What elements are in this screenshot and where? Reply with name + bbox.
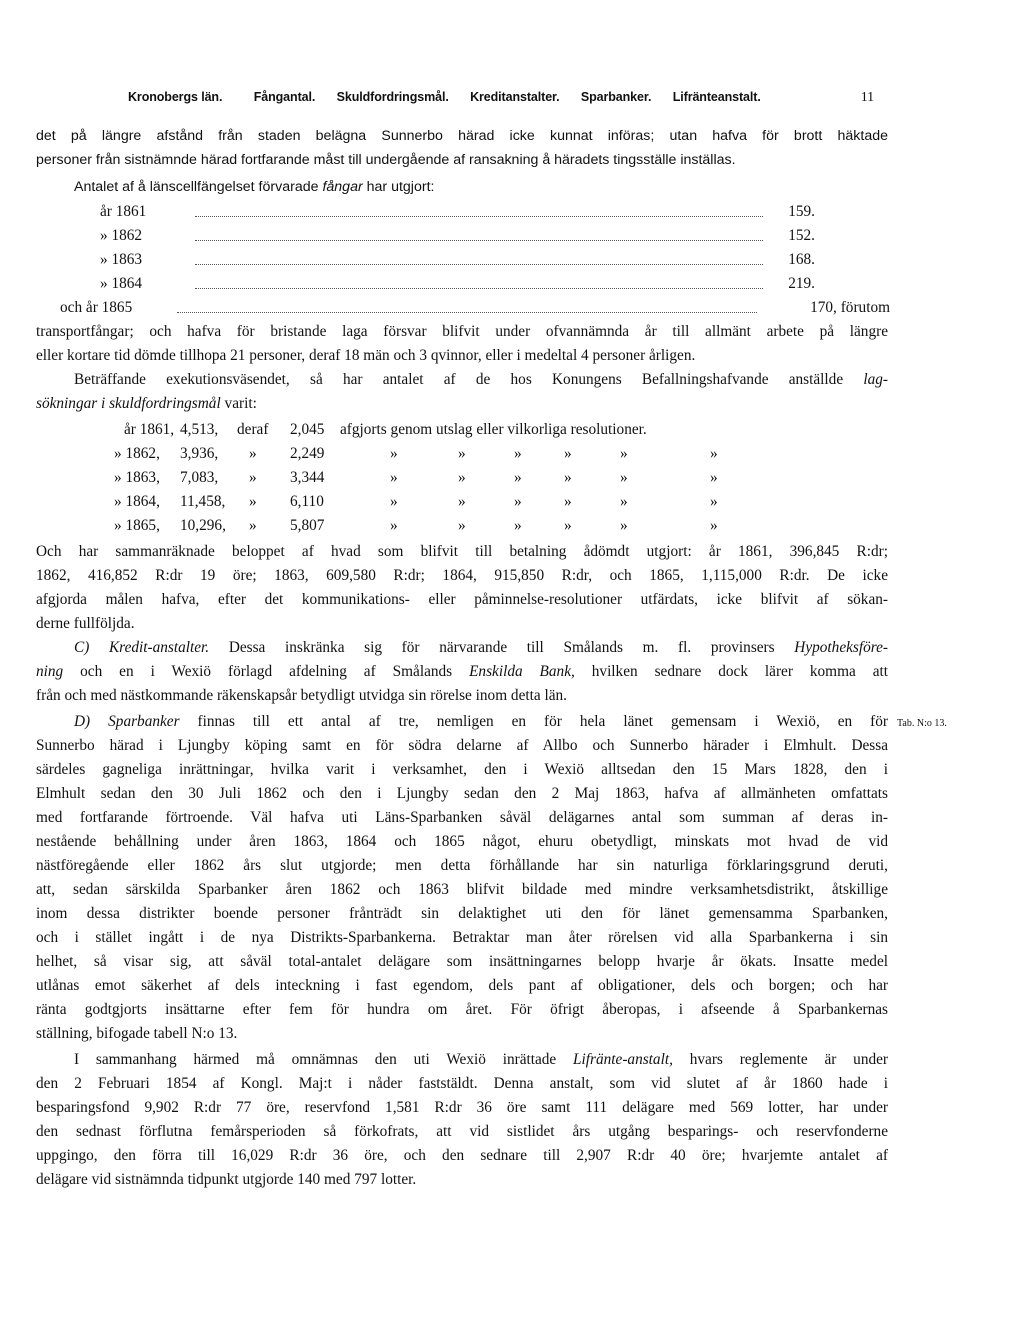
ditto-mark: » xyxy=(620,493,628,510)
annuity-line-1 xyxy=(74,1050,888,1070)
ditto-mark: » xyxy=(710,445,718,462)
year-value: 168. xyxy=(788,251,815,268)
margin-note-table-ref: Tab. N:o 13. xyxy=(897,718,947,729)
prisoners-continuation-1: transportfångar; och hafva för bristande laga försvar blifvit under ofvannämnda år till allmänt arbete på längre xyxy=(36,323,888,340)
annuity-line: delägare vid sistnämnda tidpunkt utgjorde 140 med 797 lotter. xyxy=(36,1171,417,1188)
debt-deraf: » xyxy=(249,445,257,462)
savings-line: med fortfarande förtroende. Väl hafva uti Läns-Sparbanken såväl delägarnes antal som summan af deras in- xyxy=(36,809,888,826)
ditto-mark: » xyxy=(390,517,398,534)
debt-year: år 1861, xyxy=(124,421,175,438)
year-label: år 1861 xyxy=(100,203,147,220)
debt-row xyxy=(114,516,824,536)
credit-italic: Hypotheksföre- xyxy=(794,639,889,656)
dotted-leader xyxy=(195,216,763,217)
execution-summary-4: derne fullföljda. xyxy=(36,615,135,632)
year-value: 170, förutom xyxy=(810,299,890,316)
ditto-mark: » xyxy=(390,493,398,510)
execution-text: Beträffande exekutionsväsendet, så har antalet af de hos Konungens Befallningshafvande anställde xyxy=(74,371,844,388)
savings-line: helhet, så visar sig, att såväl total-antalet delägare som insättningarnes belopp hvarje år ökats. Insatte medel xyxy=(36,953,888,970)
ditto-mark: » xyxy=(710,469,718,486)
ditto-mark: » xyxy=(458,445,466,462)
para1-line-2: personer från sistnämnde härad fortfarande måst till undergående af ransakning å häradets tingsställe inställas. xyxy=(36,152,736,168)
savings-line: ställning, bifogade tabell N:o 13. xyxy=(36,1025,238,1042)
running-header xyxy=(128,90,888,104)
prisoner-year-row xyxy=(100,250,815,270)
prisoner-year-row xyxy=(100,226,815,246)
para1-line-1: det på längre afstånd från staden belägna Sunnerbo härad icke kunnat införas; utan hafva för brott häktade xyxy=(36,128,888,144)
prisoner-year-row-last xyxy=(60,298,890,318)
debt-settled: 2,249 xyxy=(290,445,325,462)
savings-line-1 xyxy=(74,712,888,732)
credit-text: Dessa inskränka sig för närvarande till Smålands m. fl. provinsers xyxy=(228,639,775,656)
ditto-mark: » xyxy=(620,445,628,462)
header-item-debt-cases: Skuldfordringsmål. xyxy=(336,90,449,104)
credit-line-2 xyxy=(36,662,888,682)
debt-total: 3,936, xyxy=(180,445,219,462)
savings-line: och i stället ingått i de nya Distrikts-Sparbankerna. Betraktar man åter rörelsen vid alla Sparbankerna i sin xyxy=(36,929,888,946)
debt-deraf: deraf xyxy=(237,421,269,438)
header-item-savings-banks: Sparbanker. xyxy=(580,90,652,104)
debt-description: afgjorts genom utslag eller vilkorliga resolutioner. xyxy=(340,421,647,438)
execution-line-1 xyxy=(74,370,888,390)
ditto-mark: » xyxy=(564,517,572,534)
debt-total: 7,083, xyxy=(180,469,219,486)
execution-summary-1: Och har sammanräknade beloppet af hvad som blifvit till betalning ådömdt utgjort: år 1861, 396,845 R:dr; xyxy=(36,543,888,560)
ditto-mark: » xyxy=(564,493,572,510)
header-item-prisoners: Fångantal. xyxy=(253,90,316,104)
debt-settled: 6,110 xyxy=(290,493,324,510)
credit-line-3: från och med nästkommande räkenskapsår betydligt utvidga sin rörelse inom detta län. xyxy=(36,687,567,704)
debt-deraf: » xyxy=(249,469,257,486)
prisoners-intro-end: har utgjort: xyxy=(366,179,435,195)
debt-settled: 3,344 xyxy=(290,469,325,486)
prisoners-intro-text: Antalet af å länscellfängelset förvarade xyxy=(74,179,319,195)
savings-text: finnas till ett antal af tre, nemligen en för hela länet gemensam i Wexiö, en för xyxy=(197,713,889,730)
annuity-line: uppgingo, den förra till 16,029 R:dr 36 öre, och den sednare till 2,907 R:dr 40 öre; hvarjemte antalet af xyxy=(36,1147,888,1164)
debt-settled: 2,045 xyxy=(290,421,325,438)
debt-year: » 1864, xyxy=(114,493,160,510)
dotted-leader xyxy=(177,312,757,313)
page-number: 11 xyxy=(860,90,874,105)
ditto-mark: » xyxy=(458,517,466,534)
prisoners-continuation-2: eller kortare tid dömde tillhopa 21 personer, deraf 18 män och 3 qvinnor, eller i medeltal 4 personer årligen. xyxy=(36,347,696,364)
savings-line: ränta godtgjorts insättarne efter fem för hundra om året. För öfrigt åberopas, i afseende å Sparbankernas xyxy=(36,1001,888,1018)
year-value: 152. xyxy=(788,227,815,244)
dotted-leader xyxy=(195,288,763,289)
savings-line: särdeles gagneliga inrättningar, hvilka varit i verksamhet, den i Wexiö alltsedan den 15 Mars 1828, den i xyxy=(36,761,888,778)
debt-row xyxy=(114,492,824,512)
savings-line: Elmhult sedan den 30 Juli 1862 och den i Ljungby sedan den 2 Maj 1863, hafva af allmänheten omfattats xyxy=(36,785,888,802)
ditto-mark: » xyxy=(710,493,718,510)
debt-year: » 1863, xyxy=(114,469,160,486)
year-label: » 1862 xyxy=(100,227,143,244)
section-label: C) xyxy=(74,639,90,656)
ditto-mark: » xyxy=(458,469,466,486)
prisoner-year-row xyxy=(100,274,815,294)
annuity-line: besparingsfond 9,902 R:dr 77 öre, reservfond 1,581 R:dr 36 öre samt 111 delägare med 569 lotter, har under xyxy=(36,1099,888,1116)
execution-text: varit: xyxy=(224,395,257,412)
header-county: Kronobergs län. xyxy=(128,90,223,104)
ditto-mark: » xyxy=(710,517,718,534)
ditto-mark: » xyxy=(514,517,522,534)
credit-italic: ning xyxy=(36,663,64,680)
savings-line: utlånas emot säkerhet af dels inteckning i fast egendom, dels pant af obligationer, dels och borgen; och har xyxy=(36,977,888,994)
ditto-mark: » xyxy=(390,445,398,462)
execution-italic: lag- xyxy=(863,371,888,388)
year-value: 219. xyxy=(788,275,815,292)
annuity-line: den 2 Februari 1854 af Kongl. Maj:t i nåder faststäldt. Denna anstalt, som vid slutet af år 1860 hade i xyxy=(36,1075,888,1092)
year-label: » 1864 xyxy=(100,275,143,292)
savings-line: nästföregående eller 1862 års slut utgjorde; men detta förhållande har sin naturliga förklaringsgrund deruti, xyxy=(36,857,888,874)
prisoners-intro xyxy=(74,177,434,197)
savings-line: inom dessa distrikter boende personer frånträdt sin delaktighet uti den för länet gemensamma Sparbanken, xyxy=(36,905,888,922)
debt-settled: 5,807 xyxy=(290,517,325,534)
debt-year: » 1865, xyxy=(114,517,160,534)
annuity-italic: Lifränte-anstalt, xyxy=(573,1051,673,1068)
credit-line-1 xyxy=(74,638,888,658)
annuity-text: hvars reglemente är under xyxy=(689,1051,889,1068)
section-title: Sparbanker xyxy=(108,713,180,730)
ditto-mark: » xyxy=(564,469,572,486)
ditto-mark: » xyxy=(514,469,522,486)
dotted-leader xyxy=(195,264,763,265)
ditto-mark: » xyxy=(514,493,522,510)
header-item-annuity-institution: Lifränteanstalt. xyxy=(672,90,761,104)
annuity-line: den sednast förflutna femårsperioden så förkofrats, att vid sistlidet års utgång besparings- och reservfonderne xyxy=(36,1123,888,1140)
savings-line: Sunnerbo härad i Ljungby köping samt en för södra delarne af Allbo och Sunnerbo härader i Elmhult. Dessa xyxy=(36,737,888,754)
header-item-credit-institutions: Kreditanstalter. xyxy=(470,90,560,104)
ditto-mark: » xyxy=(620,469,628,486)
savings-line: att, sedan särskilda Sparbanker åren 1862 och 1863 blifvit bildade med mindre verksamhetsdistrikt, åtskillige xyxy=(36,881,888,898)
debt-row xyxy=(114,444,824,464)
credit-text: hvilken sednare dock lärer komma att xyxy=(591,663,889,680)
year-label: » 1863 xyxy=(100,251,143,268)
debt-deraf: » xyxy=(249,517,257,534)
year-value: 159. xyxy=(788,203,815,220)
ditto-mark: » xyxy=(620,517,628,534)
prisoners-intro-italic: fångar xyxy=(322,179,363,195)
ditto-mark: » xyxy=(390,469,398,486)
execution-line-2 xyxy=(36,394,257,414)
credit-italic: Enskilda Bank, xyxy=(469,663,575,680)
prisoner-year-row xyxy=(100,202,815,222)
debt-total: 11,458, xyxy=(180,493,226,510)
ditto-mark: » xyxy=(564,445,572,462)
ditto-mark: » xyxy=(514,445,522,462)
execution-summary-3: afgjorda målen hafva, efter det kommunikations- eller påminnelse-resolutioner utfärdats, icke blifvit af sökan- xyxy=(36,591,888,608)
credit-text: och en i Wexiö förlagd afdelning af Smålands xyxy=(80,663,453,680)
year-label: och år 1865 xyxy=(60,299,133,316)
debt-total: 10,296, xyxy=(180,517,226,534)
ditto-mark: » xyxy=(458,493,466,510)
debt-row xyxy=(124,420,824,440)
debt-row xyxy=(114,468,824,488)
annuity-text: I sammanhang härmed må omnämnas den uti Wexiö inrättade xyxy=(74,1051,557,1068)
dotted-leader xyxy=(195,240,763,241)
section-label: D) xyxy=(74,713,91,730)
savings-line: nestående behållning under åren 1863, 1864 och 1865 något, ehuru obetydligt, minskats mot hvad de vid xyxy=(36,833,888,850)
debt-deraf: » xyxy=(249,493,257,510)
debt-total: 4,513, xyxy=(180,421,219,438)
execution-summary-2: 1862, 416,852 R:dr 19 öre; 1863, 609,580 R:dr; 1864, 915,850 R:dr, och 1865, 1,115,000 R:dr. De icke xyxy=(36,567,888,584)
debt-year: » 1862, xyxy=(114,445,160,462)
section-title: Kredit-anstalter. xyxy=(108,639,210,656)
execution-italic: sökningar i skuldfordringsmål xyxy=(36,395,221,412)
